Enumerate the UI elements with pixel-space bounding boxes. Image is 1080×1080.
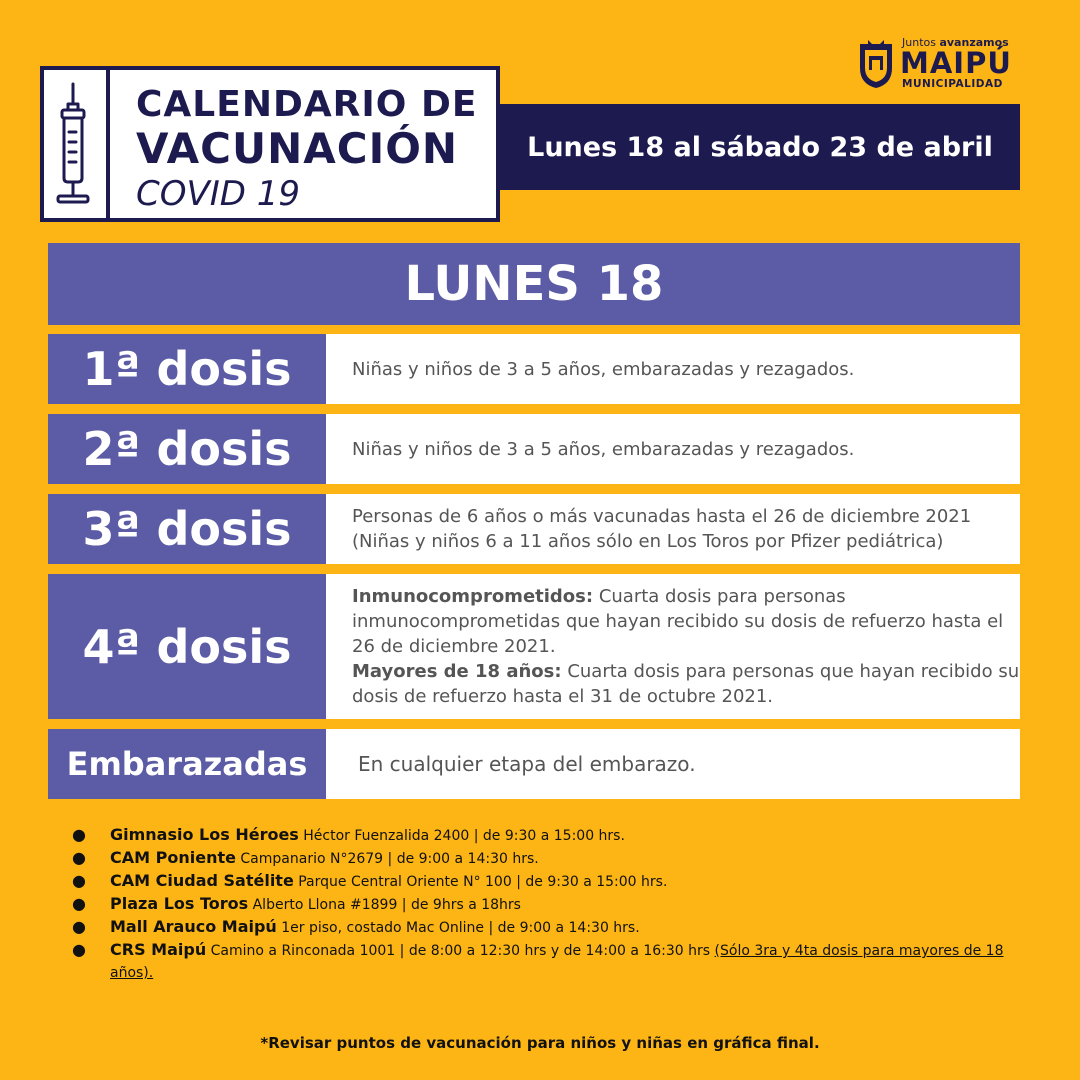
dose-row-embarazadas xyxy=(48,729,1020,799)
bullet-icon: ● xyxy=(72,917,86,936)
list-item: ● CAM Ciudad Satélite Parque Central Oriente N° 100 | de 9:30 a 15:00 hrs. xyxy=(72,871,668,890)
bullet-icon: ● xyxy=(72,871,86,890)
dose-description-line: Inmunocomprometidos: Cuarta dosis para personas xyxy=(352,586,846,607)
title-box xyxy=(40,66,500,222)
list-item: ● CAM Poniente Campanario N°2679 | de 9:00 a 14:30 hrs. xyxy=(72,848,539,867)
dose-description-line: (Niñas y niños 6 a 11 años sólo en Los Toros por Pfizer pediátrica) xyxy=(352,531,944,552)
dose-description xyxy=(326,574,1020,719)
dose-row-3 xyxy=(48,494,1020,564)
dose-description-line: Personas de 6 años o más vacunadas hasta el 26 de diciembre 2021 xyxy=(352,506,972,527)
dose-description-line: Mayores de 18 años: Cuarta dosis para personas que hayan recibido su xyxy=(352,661,1020,682)
list-item: ● Mall Arauco Maipú 1er piso, costado Mac Online | de 9:00 a 14:30 hrs. xyxy=(72,917,640,936)
dose-label: Embarazadas xyxy=(48,729,326,799)
dose-label: 4ª dosis xyxy=(48,574,326,719)
dose-description-line: 26 de diciembre 2021. xyxy=(352,636,556,657)
dose-label: 1ª dosis xyxy=(48,334,326,404)
bullet-icon: ● xyxy=(72,940,86,959)
title-line-3: COVID 19 xyxy=(136,174,301,214)
dose-row-2 xyxy=(48,414,1020,484)
dose-description-text: Niñas y niños de 3 a 5 años, embarazadas y rezagados. xyxy=(352,438,855,460)
maipu-logo xyxy=(858,36,1018,94)
dose-description xyxy=(326,494,1020,564)
list-item: ● CRS Maipú Camino a Rinconada 1001 | de 8:00 a 12:30 hrs y de 14:00 a 16:30 hrs (Sólo 3ra y 4ta dosis para mayores de 18 años). xyxy=(72,940,1004,981)
dose-label: 3ª dosis xyxy=(48,494,326,564)
bullet-icon: ● xyxy=(72,894,86,913)
logo-tagline: Juntos avanzamos xyxy=(902,36,1009,49)
logo-subtitle: MUNICIPALIDAD xyxy=(902,78,1003,90)
logo-name: MAIPÚ xyxy=(900,46,1012,80)
dose-row-4 xyxy=(48,574,1020,719)
dose-description-text: En cualquier etapa del embarazo. xyxy=(358,751,696,776)
syringe-icon xyxy=(52,82,94,210)
list-item: ● Gimnasio Los Héroes Héctor Fuenzalida 2400 | de 9:30 a 15:00 hrs. xyxy=(72,825,625,844)
title-line-1: CALENDARIO DE xyxy=(136,84,478,125)
date-range-banner: Lunes 18 al sábado 23 de abril xyxy=(500,104,1020,190)
title-line-2: VACUNACIÓN xyxy=(136,124,459,173)
day-header: LUNES 18 xyxy=(48,243,1020,325)
location-note: (Sólo 3ra y 4ta dosis para mayores de 18 años). xyxy=(110,943,1004,981)
dose-description xyxy=(326,414,1020,484)
dose-row-1 xyxy=(48,334,1020,404)
dose-description xyxy=(326,334,1020,404)
municipal-shield-icon xyxy=(858,38,894,90)
dose-label: 2ª dosis xyxy=(48,414,326,484)
dose-description-text: Niñas y niños de 3 a 5 años, embarazadas y rezagados. xyxy=(352,358,855,380)
list-item: ● Plaza Los Toros Alberto Llona #1899 | de 9hrs a 18hrs xyxy=(72,894,521,913)
dose-description-line: inmunocomprometidas que hayan recibido su dosis de refuerzo hasta el xyxy=(352,611,1004,632)
syringe-panel xyxy=(44,70,110,218)
dose-description xyxy=(326,729,1020,799)
footnote: *Revisar puntos de vacunación para niños y niñas en gráfica final. xyxy=(260,1034,820,1052)
bullet-icon: ● xyxy=(72,825,86,844)
bullet-icon: ● xyxy=(72,848,86,867)
dose-description-line: dosis de refuerzo hasta el 31 de octubre 2021. xyxy=(352,686,774,707)
vaccination-locations xyxy=(72,824,1012,984)
